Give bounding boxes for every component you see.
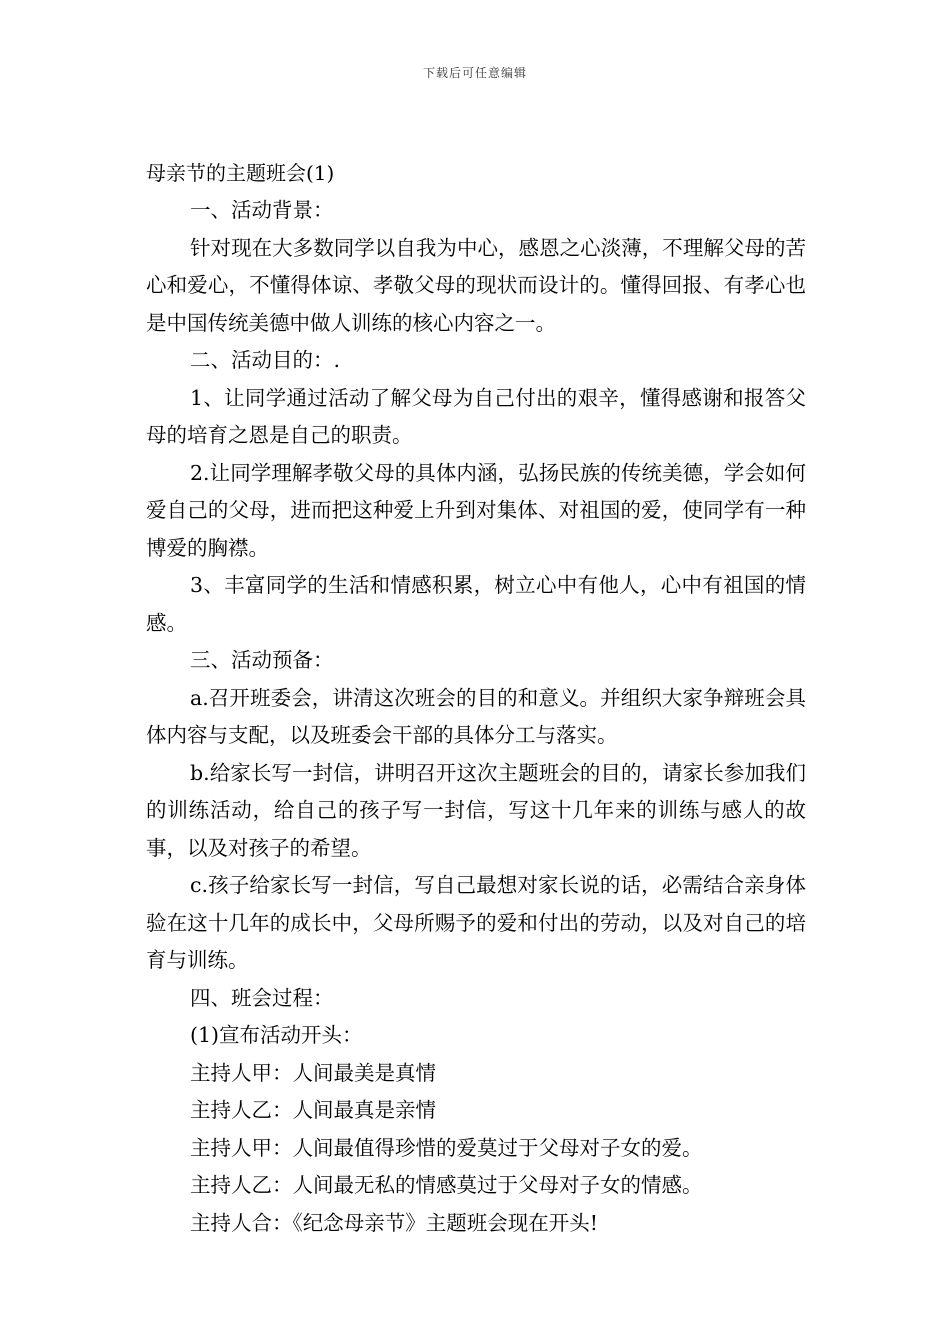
background-paragraph: 针对现在大多数同学以自我为中心，感恩之心淡薄，不理解父母的苦心和爱心，不懂得体谅、孝敬父母的现状而设计的。懂得回报、有孝心也是中国传统美德中做人训练的核心内容之一。: [146, 235, 806, 335]
host-line: 主持人甲：人间最值得珍惜的爱莫过于父母对子女的爱。: [190, 1135, 703, 1160]
goal-item-1: 1、让同学通过活动了解父母为自己付出的艰辛，懂得感谢和报答父母的培育之恩是自己的职责。: [146, 385, 806, 447]
document-title: 母亲节的主题班会(1): [146, 161, 335, 185]
host-line: 主持人乙：人间最无私的情感莫过于父母对子女的情感。: [190, 1173, 703, 1197]
page-header: 下载后可任意编辑: [422, 66, 527, 80]
process-step-1: (1)宣布活动开头：: [190, 1023, 363, 1047]
host-line: 主持人乙：人间最真是亲情: [190, 1098, 436, 1122]
section-heading-process: 四、班会过程：: [190, 985, 334, 1010]
preparation-item-b: b.给家长写一封信，讲明召开这次主题班会的目的，请家长参加我们的训练活动，给自己的孩子写一封信，写这十几年来的训练与感人的故事，以及对孩子的希望。: [146, 760, 806, 860]
section-heading-preparation: 三、活动预备：: [190, 648, 334, 672]
section-heading-goals: 二、活动目的：.: [190, 348, 341, 372]
host-line: 主持人合：《纪念母亲节》主题班会现在开头!: [190, 1210, 598, 1235]
document-body: [146, 155, 806, 1242]
section-heading-background: 一、活动背景：: [190, 198, 334, 222]
goal-item-2: 2.让同学理解孝敬父母的具体内涵，弘扬民族的传统美德，学会如何爱自己的父母，进而把这种爱上升到对集体、对祖国的爱，使同学有一种博爱的胸襟。: [146, 460, 806, 560]
host-line: 主持人甲：人间最美是真情: [190, 1060, 436, 1085]
preparation-item-c: c.孩子给家长写一封信，写自己最想对家长说的话，必需结合亲身体验在这十几年的成长中，父母所赐予的爱和付出的劳动，以及对自己的培育与训练。: [146, 873, 806, 972]
goal-item-3: 3、丰富同学的生活和情感积累，树立心中有他人，心中有祖国的情感。: [146, 573, 806, 635]
preparation-item-a: a.召开班委会，讲清这次班会的目的和意义。并组织大家争辩班会具体内容与支配，以及班委会干部的具体分工与落实。: [146, 685, 806, 747]
